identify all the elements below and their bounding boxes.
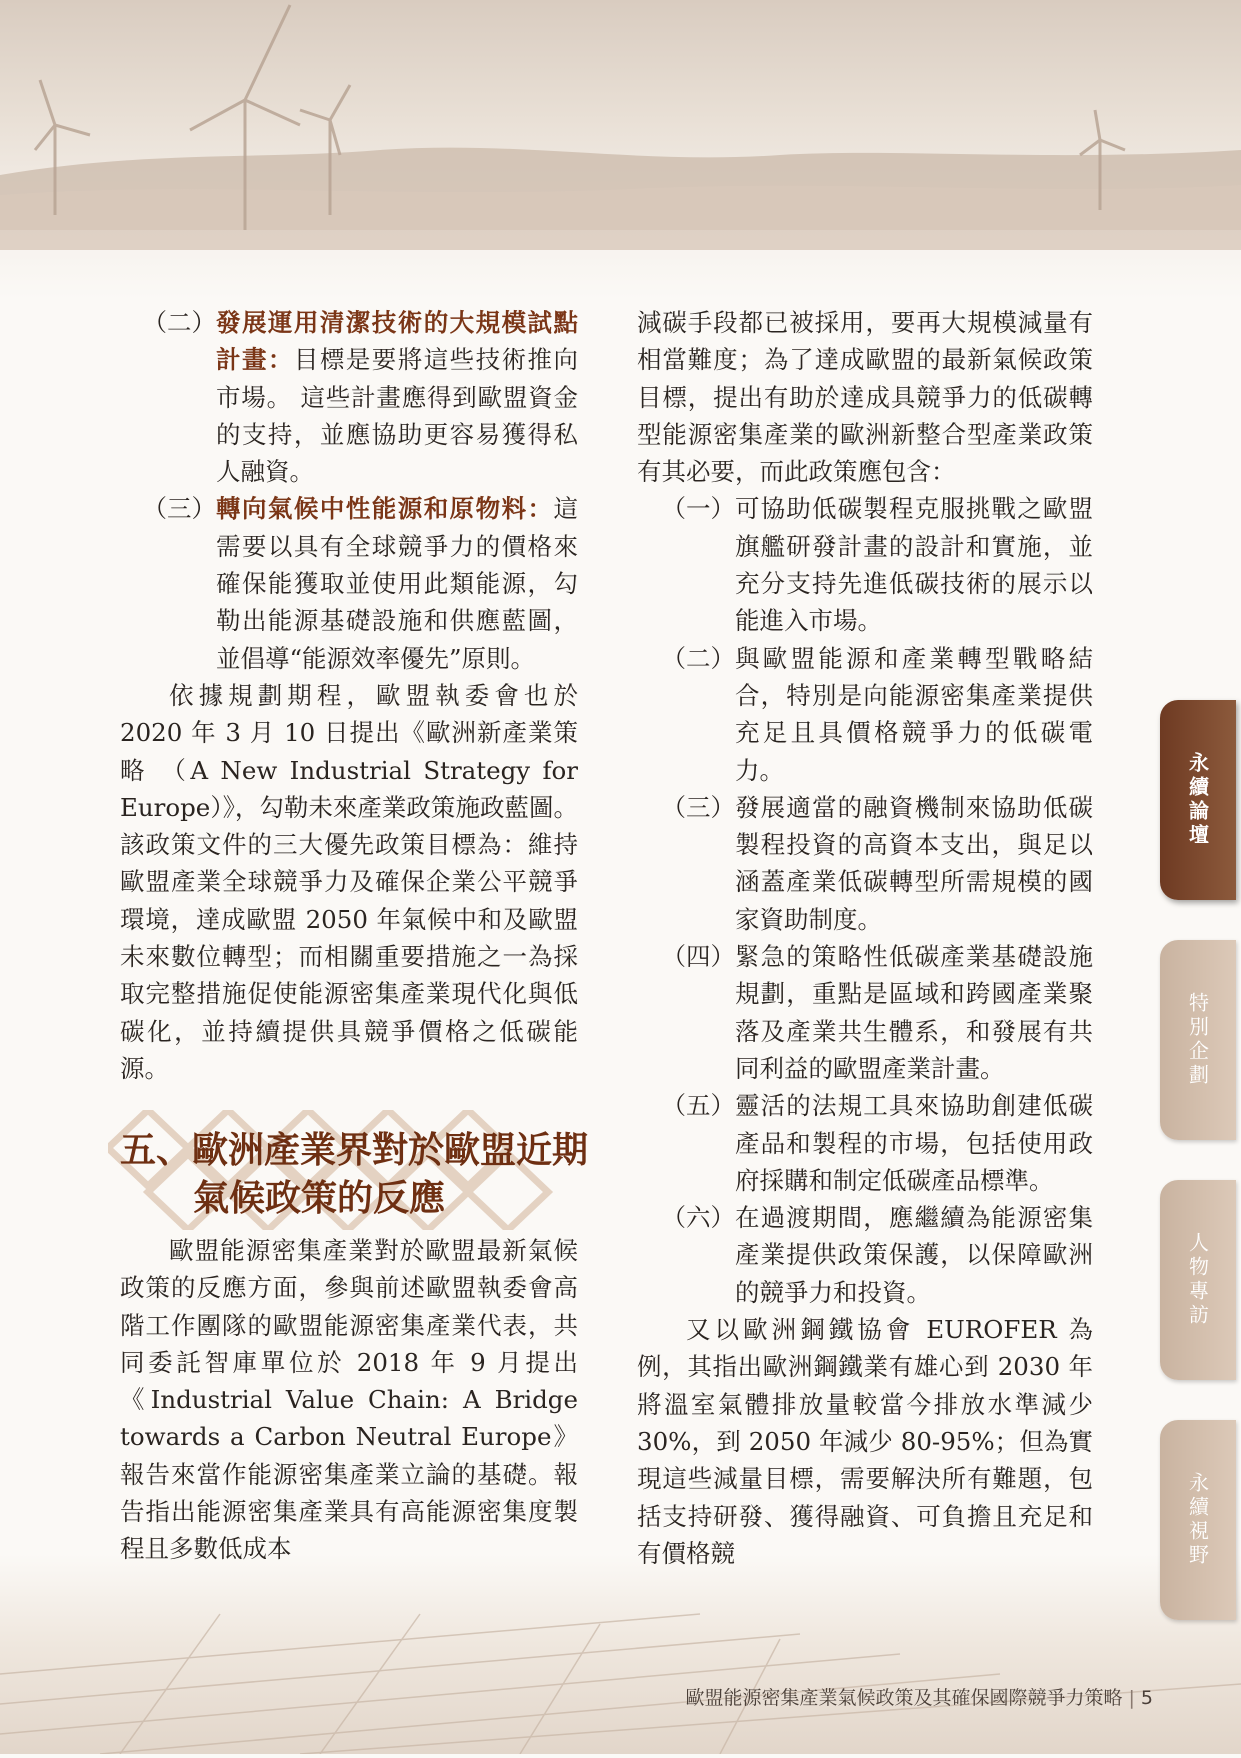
item-text: 與歐盟能源和產業轉型戰略結合，特別是向能源密集產業提供充足且具價格競爭力的低碳電力。	[735, 643, 1093, 785]
tab-label: 人物專訪	[1185, 1232, 1210, 1328]
item-text: 目標是要將這些技術推向市場。 這些計畫應得到歐盟資金的支持，並應協助更容易獲得私人融資。	[216, 345, 579, 487]
paragraph: 依據規劃期程，歐盟執委會也於 2020 年 3 月 10 日提出《歐洲新產業策略 （A New Industrial Strategy for Europe）》，勾勒未來產業政策施政藍圖。該政策文件的三大優先政策目標為：維持歐盟產業全球競爭力及確保企業公平競爭環境，達成歐盟 2050 年氣候中和及歐盟未來數位轉型；而相關重要措施之一為採取完整措施促使能源密集產業現代化與低碳化，並持續提供具競爭價格之低碳能源。	[120, 680, 578, 1083]
tab-interview[interactable]	[1160, 1180, 1236, 1380]
page-footer	[685, 1683, 1153, 1710]
item-number: （二）	[142, 308, 216, 337]
tab-label: 特別企劃	[1185, 992, 1210, 1088]
left-column-lower	[120, 1232, 578, 1568]
item-text: 靈活的法規工具來協助創建低碳產品和製程的市場，包括使用政府採購和制定低碳產品標準。	[735, 1091, 1093, 1195]
left-item-2	[120, 304, 578, 490]
item-number: （一）	[661, 494, 735, 524]
page-number: 5	[1140, 1687, 1153, 1709]
item-number: （三）	[142, 494, 216, 524]
item-number: （二）	[661, 643, 735, 673]
paragraph: 減碳手段都已被採用，要再大規模減量有相當難度；為了達成歐盟的最新氣候政策目標，提出有助於達成具競爭力的低碳轉型能源密集產業的歐洲新整合型產業政策有其必要，而此政策應包含：	[637, 308, 1093, 487]
item-text: 這需要以具有全球競爭力的價格來確保能獲取並使用此類能源，勾勒出能源基礎設施和供應藍圖，並倡導“能源效率優先”原則。	[216, 494, 578, 673]
header-wind-turbine-image	[0, 0, 1241, 300]
tab-sustainability-vision[interactable]	[1160, 1420, 1236, 1620]
right-column	[637, 304, 1093, 1572]
tab-label: 永續論壇	[1185, 752, 1210, 848]
footer-separator: |	[1128, 1687, 1135, 1709]
tab-special-feature[interactable]	[1160, 940, 1236, 1140]
tab-sustainability-forum[interactable]	[1160, 700, 1236, 900]
left-item-3	[120, 490, 578, 676]
item-text: 在過渡期間，應繼續為能源密集產業提供政策保護，以保障歐洲的競爭力和投資。	[735, 1203, 1093, 1307]
solar-panel-illustration	[0, 1554, 1241, 1754]
footer-title: 歐盟能源密集產業氣候政策及其確保國際競爭力策略	[685, 1687, 1123, 1709]
paragraph: 歐盟能源密集產業對於歐盟最新氣候政策的反應方面，參與前述歐盟執委會高階工作團隊的歐盟能源密集產業代表，共同委託智庫單位於 2018 年 9 月提出《Industrial Value Chain: A Bridge towards a Carbon Neutral Europe》報告來當作能源密集產業立論的基礎。報告指出能源密集產業具有高能源密集度製程且多數低成本	[120, 1236, 578, 1564]
item-text: 可協助低碳製程克服挑戰之歐盟旗艦研發計畫的設計和實施，並充分支持先進低碳技術的展示以能進入市場。	[735, 494, 1093, 636]
right-item-3	[637, 789, 1093, 938]
wind-turbine-illustration	[0, 0, 1241, 300]
section-title-line-1: 五、歐洲產業界對於歐盟近期	[120, 1130, 589, 1171]
right-item-6	[637, 1199, 1093, 1311]
item-text: 發展適當的融資機制來協助低碳製程投資的高資本支出，與足以涵蓋產業低碳轉型所需規模的國家資助制度。	[735, 792, 1093, 934]
section-title-line-2: 氣候政策的反應	[193, 1178, 446, 1219]
right-item-5	[637, 1087, 1093, 1199]
left-column	[120, 304, 578, 1087]
item-title: 轉向氣候中性能源和原物料：	[216, 494, 554, 524]
right-item-1	[637, 490, 1093, 639]
right-item-4	[637, 938, 1093, 1087]
item-number: （三）	[661, 792, 735, 822]
right-item-2	[637, 640, 1093, 789]
section-heading	[108, 1110, 589, 1230]
tab-label: 永續視野	[1185, 1472, 1210, 1568]
item-text: 緊急的策略性低碳產業基礎設施規劃，重點是區域和跨國產業聚落及產業共生體系，和發展有共同利益的歐盟產業計畫。	[735, 942, 1093, 1083]
footer-solar-panel-image	[0, 1554, 1241, 1754]
item-number: （五）	[661, 1091, 735, 1121]
section-tabs	[1160, 700, 1241, 1640]
item-number: （四）	[661, 942, 735, 972]
item-number: （六）	[661, 1203, 735, 1233]
paragraph: 又以歐洲鋼鐵協會 EUROFER 為例，其指出歐洲鋼鐵業有雄心到 2030 年將溫室氣體排放量較當今排放水準減少 30%，到 2050 年減少 80-95%；但為實現這些減量目標，需要解決所有難題，包括支持研發、獲得融資、可負擔且充足和有價格競	[637, 1315, 1093, 1568]
item-title: 發展運用清潔技術的大規模試點計畫：	[216, 308, 578, 375]
